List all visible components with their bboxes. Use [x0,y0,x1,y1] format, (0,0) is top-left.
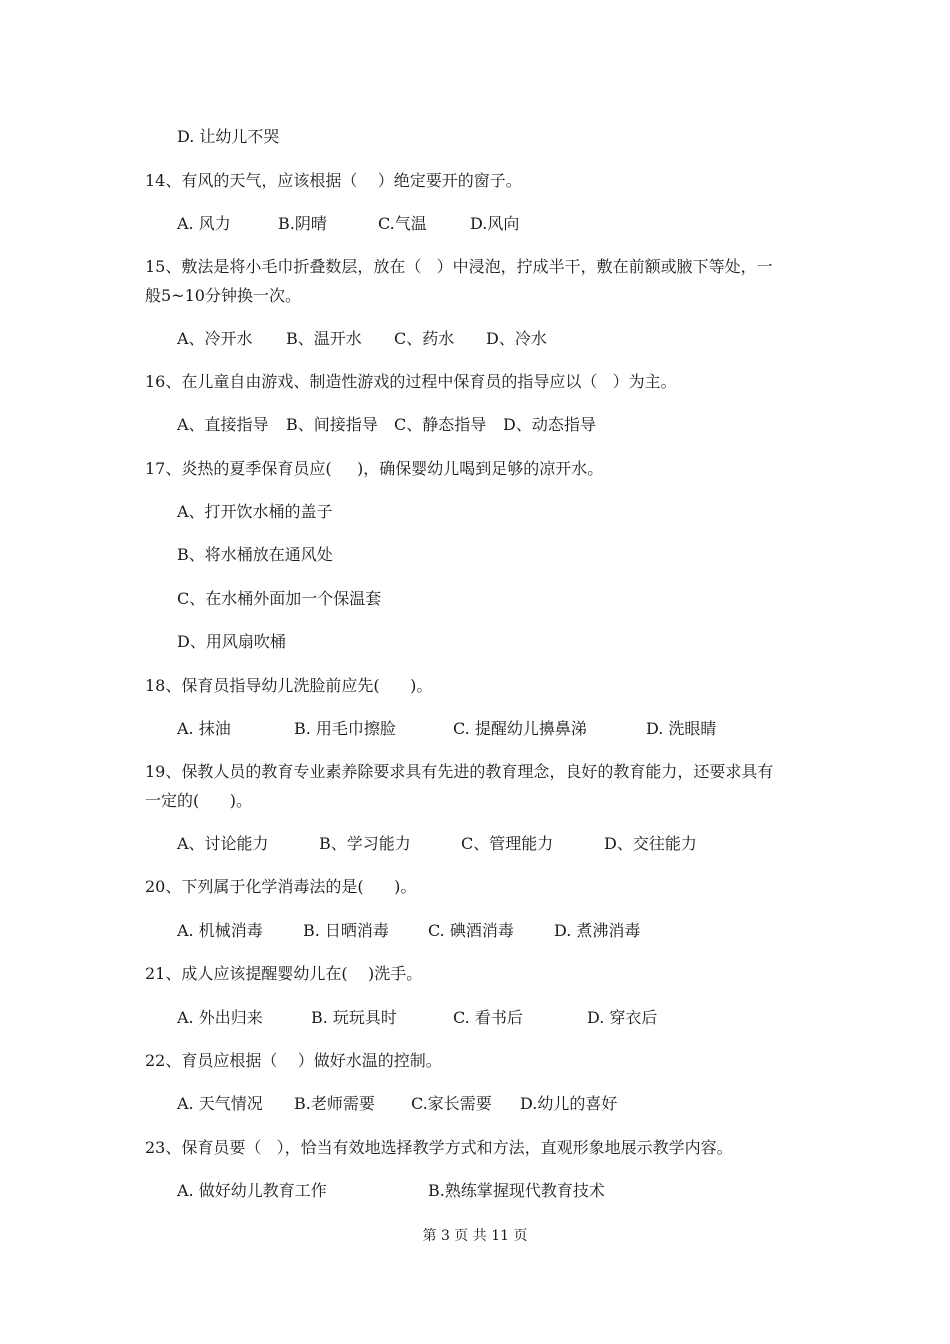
question-stem: 17、炎热的夏季保育员应( )，确保婴幼儿喝到足够的凉开水。 [145,459,604,478]
option-c: C. 提醒幼儿擤鼻涕 [453,719,587,738]
question-stem-continued: 般5~10分钟换一次。 [145,286,301,305]
option-c: C、药水 [394,329,455,348]
option-c: C、在水桶外面加一个保温套 [177,589,382,608]
question-stem: 20、下列属于化学消毒法的是( )。 [145,877,417,896]
option-c: C. 碘酒消毒 [428,921,514,940]
option-c: C.家长需要 [411,1094,492,1113]
option-d: D、交往能力 [604,834,697,853]
option-c: C、管理能力 [461,834,554,853]
question-stem-continued: 一定的( )。 [145,791,253,810]
option-c: C.气温 [378,214,427,233]
question-stem: 14、有风的天气，应该根据（ ）绝定要开的窗子。 [145,171,522,190]
option-a: A. 风力 [177,214,231,233]
option-b: B. 日晒消毒 [303,921,389,940]
option-b: B.阴晴 [278,214,327,233]
question-stem: 18、保育员指导幼儿洗脸前应先( )。 [145,676,433,695]
option-b: B、学习能力 [319,834,411,853]
question-stem: 16、在儿童自由游戏、制造性游戏的过程中保育员的指导应以（ ）为主。 [145,372,677,391]
option-text: D. 让幼儿不哭 [177,127,280,146]
option-a: A. 外出归来 [177,1008,263,1027]
option-b: B. 玩玩具时 [311,1008,397,1027]
option-d: D、动态指导 [503,415,596,434]
option-b: B.老师需要 [294,1094,375,1113]
option-a: A、直接指导 [177,415,269,434]
option-b: B、温开水 [286,329,362,348]
option-a: A、讨论能力 [177,834,269,853]
option-a: A、冷开水 [177,329,253,348]
option-a: A. 做好幼儿教育工作 [177,1181,327,1200]
option-d: D. 煮沸消毒 [554,921,641,940]
option-d: D.风向 [470,214,520,233]
question-stem: 15、敷法是将小毛巾折叠数层，放在（ ）中浸泡，拧成半干，敷在前额或腋下等处，一 [145,257,773,276]
option-c: C、静态指导 [394,415,487,434]
option-a: A、打开饮水桶的盖子 [177,502,333,521]
question-stem: 23、保育员要（ ），恰当有效地选择教学方式和方法，直观形象地展示教学内容。 [145,1138,733,1157]
option-a: A. 抹油 [177,719,231,738]
option-d: D、冷水 [486,329,547,348]
question-stem: 22、育员应根据（ ）做好水温的控制。 [145,1051,442,1070]
option-c: C. 看书后 [453,1008,523,1027]
option-b: B. 用毛巾擦脸 [294,719,396,738]
question-stem: 19、保教人员的教育专业素养除要求具有先进的教育理念，良好的教育能力，还要求具有 [145,762,774,781]
option-d: D、用风扇吹桶 [177,632,286,651]
question-stem: 21、成人应该提醒婴幼儿在( )洗手。 [145,964,423,983]
option-b: B.熟练掌握现代教育技术 [428,1181,605,1200]
option-a: A. 天气情况 [177,1094,263,1113]
option-d: D.幼儿的喜好 [520,1094,618,1113]
page-number-footer: 第 3 页 共 11 页 [422,1228,528,1244]
option-a: A. 机械消毒 [177,921,263,940]
option-b: B、将水桶放在通风处 [177,545,333,564]
option-d: D. 穿衣后 [587,1008,658,1027]
option-b: B、间接指导 [286,415,378,434]
option-d: D. 洗眼睛 [646,719,717,738]
